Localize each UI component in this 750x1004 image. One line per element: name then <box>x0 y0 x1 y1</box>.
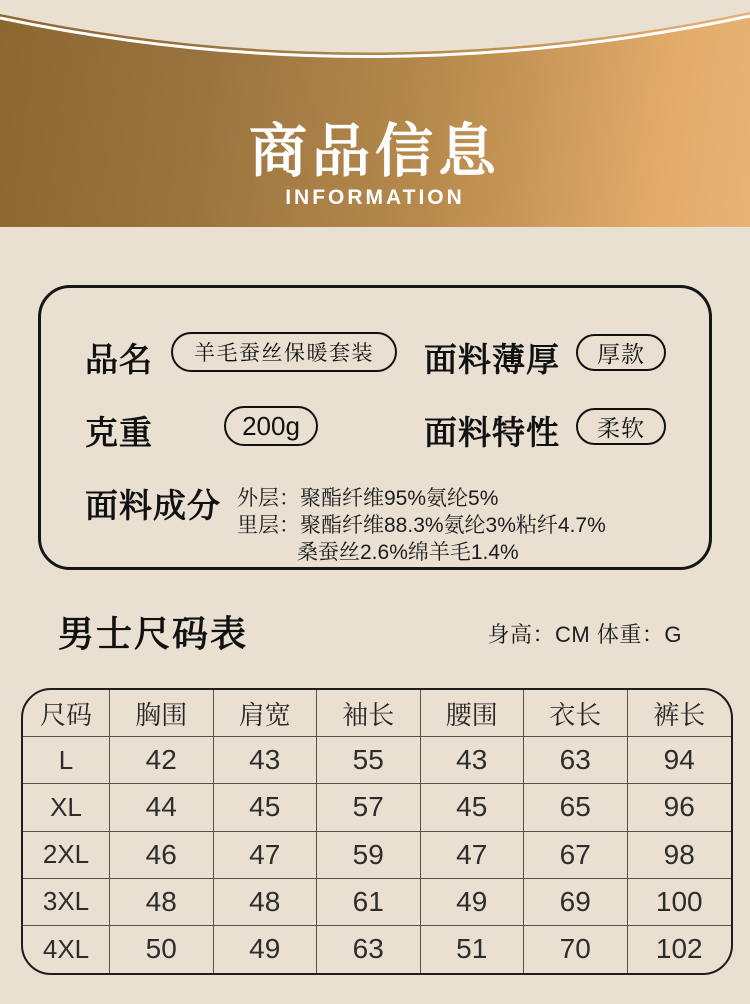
field-value-fabric-thickness: 厚款 <box>576 334 666 371</box>
top-arc-decoration <box>0 0 750 100</box>
table-cell: 96 <box>628 784 732 831</box>
table-row <box>23 926 731 973</box>
size-chart-units: 身高：CM 体重：G <box>487 622 682 647</box>
table-row <box>23 879 731 926</box>
table-cell: 3XL <box>23 879 110 926</box>
table-cell: 45 <box>421 784 525 831</box>
table-cell: 63 <box>317 926 421 973</box>
table-cell: 48 <box>214 879 318 926</box>
table-cell: 69 <box>524 879 628 926</box>
product-info-box <box>38 285 712 570</box>
table-cell: 49 <box>421 879 525 926</box>
table-cell: 102 <box>655 933 703 965</box>
table-header-cell: 腰围 <box>421 690 525 737</box>
table-cell: 70 <box>524 926 628 973</box>
field-value-weight: 200g <box>224 406 318 446</box>
table-cell: 65 <box>524 784 628 831</box>
table-header-cell: 尺码 <box>23 690 110 737</box>
table-cell: XL <box>23 784 110 831</box>
table-cell: 44 <box>110 784 214 831</box>
field-label-product-name: 品名 <box>85 341 153 378</box>
table-cell: 47 <box>214 832 318 879</box>
table-cell: 50 <box>110 926 214 973</box>
table-header-cell: 裤长 <box>628 690 732 737</box>
composition-label: 面料成分 <box>85 487 221 524</box>
table-cell: 46 <box>110 832 214 879</box>
table-cell: 2XL <box>23 832 110 879</box>
table-header-cell: 肩宽 <box>214 690 318 737</box>
table-cell: 59 <box>317 832 421 879</box>
table-header-row <box>23 690 731 737</box>
table-cell: 42 <box>110 737 214 784</box>
field-label-fabric-thickness: 面料薄厚 <box>424 341 560 378</box>
composition-line-outer: 外层：聚酯纤维95%氨纶5% <box>237 487 499 510</box>
table-cell: 4XL <box>23 926 110 973</box>
field-value-fabric-feature: 柔软 <box>576 408 666 445</box>
composition-text <box>237 485 687 566</box>
table-cell: L <box>23 737 110 784</box>
table-cell: 100 <box>628 879 732 926</box>
composition-line-inner: 里层：聚酯纤维88.3%氨纶3%粘纤4.7% <box>237 514 606 537</box>
table-cell: 55 <box>317 737 421 784</box>
field-label-weight: 克重 <box>85 414 153 451</box>
table-cell: 61 <box>317 879 421 926</box>
table-cell: 94 <box>628 737 732 784</box>
table-cell: 45 <box>214 784 318 831</box>
field-value-product-name: 羊毛蚕丝保暖套装 <box>171 332 397 372</box>
field-label-fabric-feature: 面料特性 <box>424 414 560 451</box>
table-cell: 47 <box>421 832 525 879</box>
table-row <box>23 832 731 879</box>
table-cell: 57 <box>317 784 421 831</box>
page-title: 商品信息 <box>248 119 501 184</box>
header-banner <box>0 0 750 227</box>
page-subtitle: INFORMATION <box>285 186 465 209</box>
table-cell: 43 <box>421 737 525 784</box>
table-header-cell: 衣长 <box>524 690 628 737</box>
table-cell: 51 <box>421 926 525 973</box>
size-chart-title: 男士尺码表 <box>58 613 249 654</box>
table-cell: 67 <box>524 832 628 879</box>
table-cell: 98 <box>628 832 732 879</box>
table-header-cell: 袖长 <box>317 690 421 737</box>
table-cell: 48 <box>110 879 214 926</box>
table-row <box>23 737 731 784</box>
table-header-cell: 胸围 <box>110 690 214 737</box>
table-cell: 43 <box>214 737 318 784</box>
table-cell: 49 <box>214 926 318 973</box>
table-row <box>23 784 731 831</box>
size-table <box>21 688 733 975</box>
table-cell: 63 <box>524 737 628 784</box>
composition-line-inner-cont: 桑蚕丝2.6%绵羊毛1.4% <box>297 541 519 564</box>
